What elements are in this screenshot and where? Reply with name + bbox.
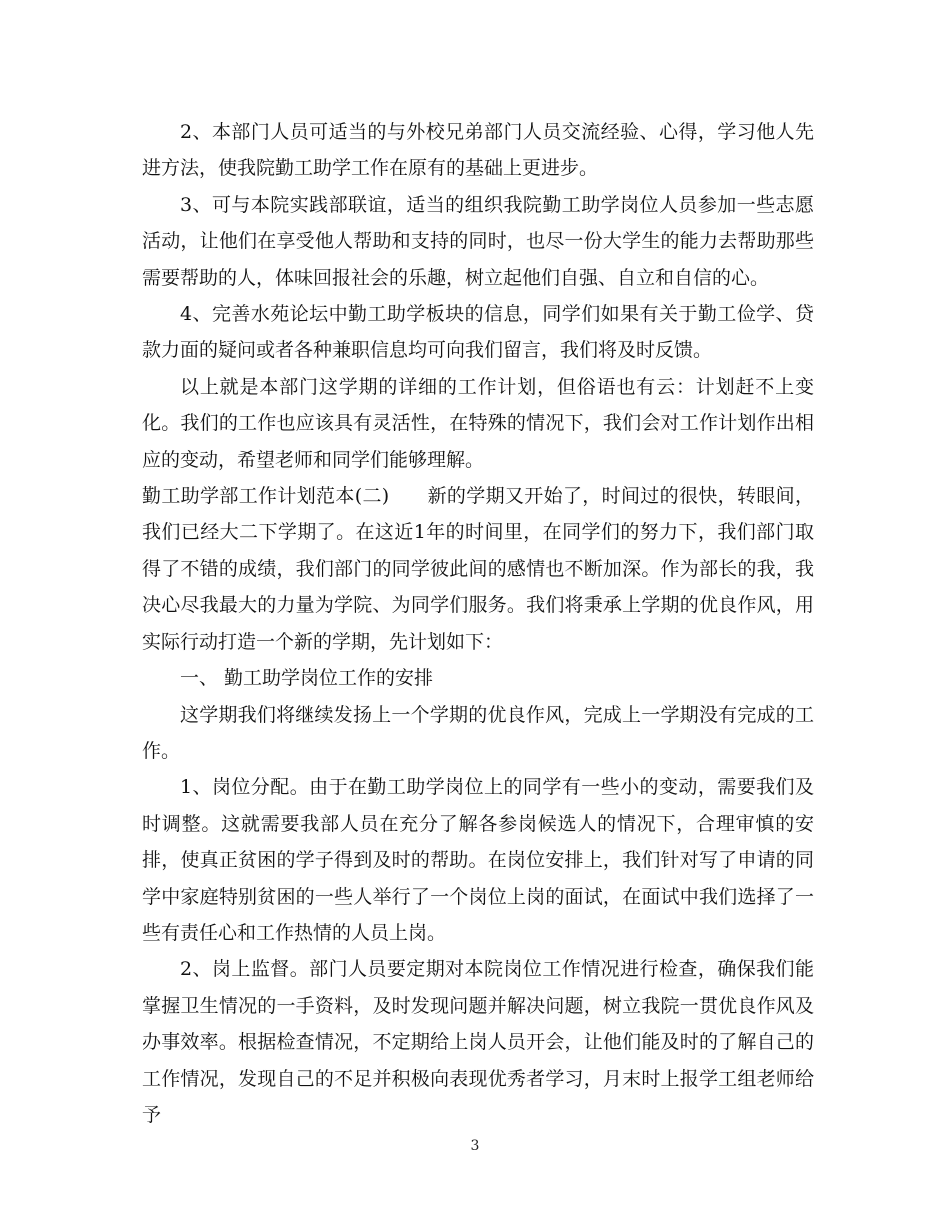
section-intro: 新的学期又开始了，时间过的很快，转眼间，我们已经大二下学期了。在这近1年的时间里，在同学们的努力下，我们部门取得了不错的成绩，我们部门的同学彼此间的感情也不断加深。作为部长的我，我决心尽我最大的力量为学院、为同学们服务。我们将秉承上学期的优良作风，用实际行动打造一个新的学期，先计划如下： [142,485,814,653]
paragraph-position-supervision: 2、岗上监督。部门人员要定期对本院岗位工作情况进行检查，确保我们能掌握卫生情况的一手资料，及时发现问题并解决问题，树立我院一贯优良作风及办事效率。根据检查情况，不定期给上岗人员开会，让他们能及时的了解自己的工作情况，发现自己的不足并积极向表现优秀者学习，月末时上报学工组老师给予 [142,958,814,1126]
document-body [142,114,814,1133]
section-heading: 勤工助学部工作计划范本(二) [142,485,390,508]
subsection-heading: 一、 勤工助学岗位工作的安排 [180,667,434,690]
paragraph-volunteer-activities: 3、可与本院实践部联谊，适当的组织我院勤工助学岗位人员参加一些志愿活动，让他们在享受他人帮助和支持的同时，也尽一份大学生的能力去帮助那些需要帮助的人，体味回报社会的乐趣，树立起他们自强、自立和自信的心。 [142,193,814,289]
paragraph-exchange-experience: 2、本部门人员可适当的与外校兄弟部门人员交流经验、心得，学习他人先进方法，使我院勤工助学工作在原有的基础上更进步。 [142,121,814,180]
paragraph-position-allocation: 1、岗位分配。由于在勤工助学岗位上的同学有一些小的变动，需要我们及时调整。这就需要我部人员在充分了解各参岗候选人的情况下，合理审慎的安排，使真正贫困的学子得到及时的帮助。在岗位安排上，我们针对写了申请的同学中家庭特别贫困的一些人举行了一个岗位上岗的面试，在面试中我们选择了一些有责任心和工作热情的人员上岗。 [142,776,814,944]
paragraph-forum-board: 4、完善水苑论坛中勤工助学板块的信息，同学们如果有关于勤工俭学、贷款力面的疑问或者各种兼职信息均可向我们留言，我们将及时反馈。 [142,303,814,362]
page-number: 3 [470,1138,480,1154]
paragraph-continue-style: 这学期我们将继续发扬上一个学期的优良作风，完成上一学期没有完成的工作。 [142,703,814,762]
paragraph-plan-summary: 以上就是本部门这学期的详细的工作计划，但俗语也有云：计划赶不上变化。我们的工作也应该具有灵活性，在特殊的情况下，我们会对工作计划作出相应的变动，希望老师和同学们能够理解。 [142,375,814,471]
section-heading-paragraph [142,478,814,660]
